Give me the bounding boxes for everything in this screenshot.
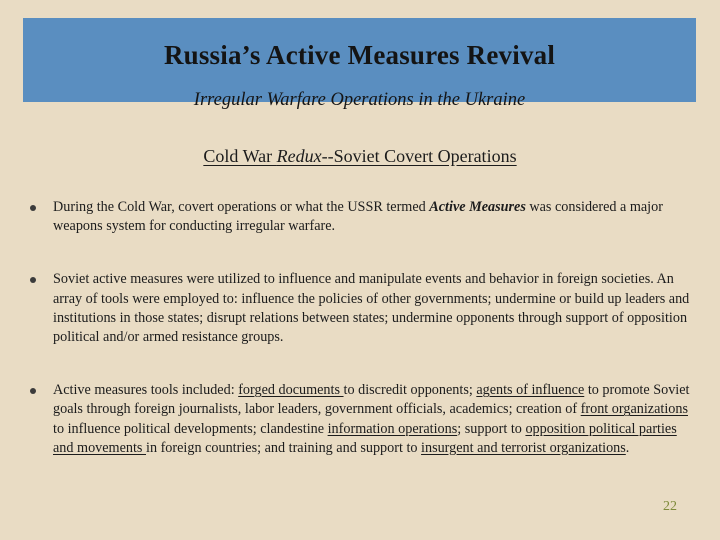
bullet-3-text-a: Active measures tools included: xyxy=(53,382,239,399)
heading-part-1: Cold War xyxy=(203,146,277,166)
bullet-3-text-c: to promote Soviet goals through foreign journalists, labor leaders, government officials, academics; creation of xyxy=(53,382,690,418)
title-banner xyxy=(23,18,696,110)
bullet-1-emphasis: Active Measures xyxy=(429,199,526,215)
bullet-2-text: Soviet active measures were utilized to influence and manipulate events and behavior in foreign societies. An array of tools were employed to: influence the policies of other governments; undermine or build up leaders and institutions in those states; disrupt relations between states; undermine opponents through support of opposition political and/or armed resistance groups. xyxy=(53,271,690,346)
term-front-organizations: front organizations xyxy=(580,401,688,418)
term-forged-documents: forged documents xyxy=(238,382,344,399)
bullet-1-text-a: During the Cold War, covert operations or what the USSR termed xyxy=(53,199,430,215)
bullet-3-text-g: . xyxy=(625,439,630,456)
bullet-item-2 xyxy=(30,270,690,347)
bullet-3-text-b: to discredit opponents; xyxy=(343,382,477,399)
bullet-1-text-b: was considered a major weapons system for conducting irregular warfare. xyxy=(53,199,663,235)
page-number: 22 xyxy=(663,499,677,514)
bullet-3-text-f: in foreign countries; and training and support to xyxy=(146,439,422,456)
section-heading xyxy=(0,146,720,168)
bullet-item-3 xyxy=(30,381,690,458)
term-opposition-parties: opposition political parties and movements xyxy=(53,420,677,456)
term-information-operations: information operations xyxy=(327,420,458,437)
bullet-dot-icon xyxy=(30,205,36,211)
term-agents-of-influence: agents of influence xyxy=(476,382,585,399)
section-heading-text xyxy=(203,146,516,166)
term-insurgent-organizations: insurgent and terrorist organizations xyxy=(421,439,626,456)
bullet-item-1 xyxy=(30,198,690,236)
heading-part-3: --Soviet Covert Operations xyxy=(321,146,517,166)
bullet-3-text-e: ; support to xyxy=(457,420,526,437)
bullet-list xyxy=(30,198,690,458)
bullet-dot-icon xyxy=(30,388,36,394)
slide-subtitle: Irregular Warfare Operations in the Ukraine xyxy=(193,90,526,110)
slide-title: Russia’s Active Measures Revival xyxy=(163,40,556,70)
bullet-3-text-d: to influence political developments; clandestine xyxy=(53,420,328,437)
heading-redux: Redux xyxy=(276,146,322,166)
bullet-dot-icon xyxy=(30,277,36,283)
